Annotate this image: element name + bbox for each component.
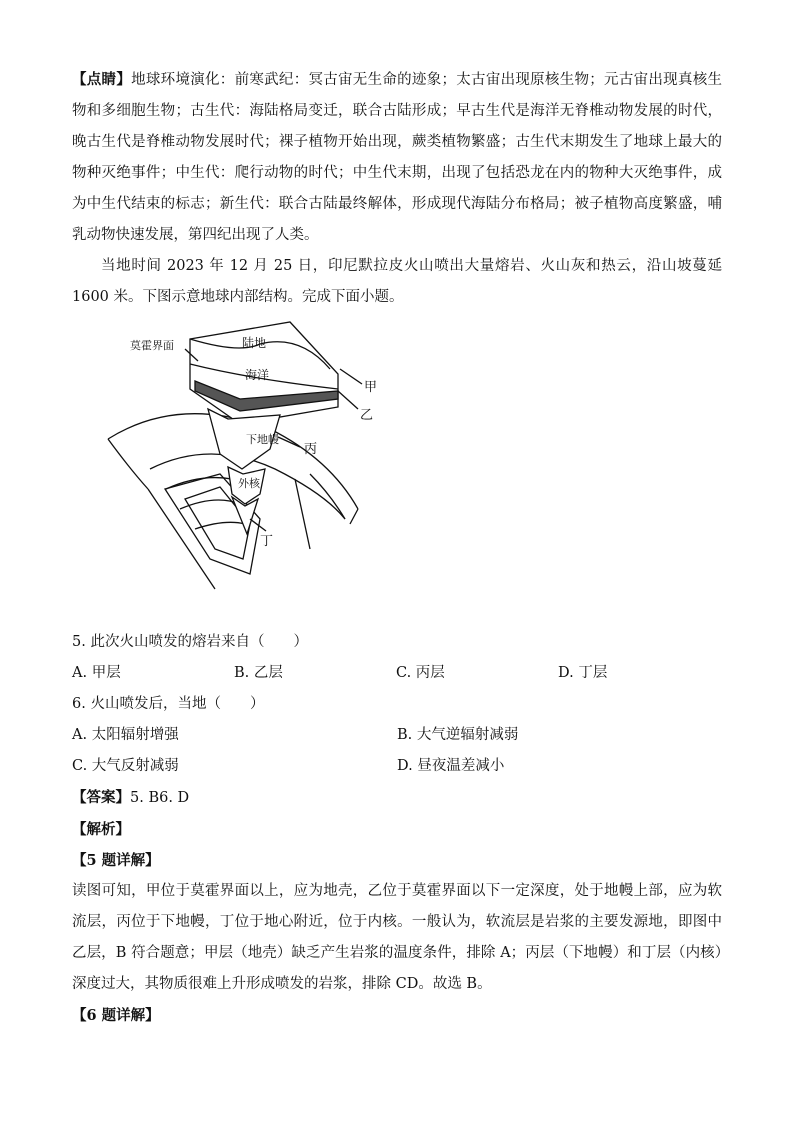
analysis-tag: 【解析】 bbox=[72, 821, 130, 838]
intro-paragraph: 当地时间 2023 年 12 月 25 日，印尼默拉皮火山喷出大量熔岩、火山灰和热云，沿山坡蔓延 1600 米。下图示意地球内部结构。完成下面小题。 bbox=[72, 258, 722, 305]
detail5-text: 读图可知，甲位于莫霍界面以上，应为地壳，乙位于莫霍界面以下一定深度，处于地幔上部，应为软流层，丙位于下地幔，丁位于地心附近，位于内核。一般认为，软流层是岩浆的主要发源地，即图中乙层，B 符合题意；甲层（地壳）缺乏产生岩浆的温度条件，排除 A；丙层（下地幔）和丁层（内核）深度过大，其物质很难上升形成喷发的岩浆，排除 CD。故选 B。 bbox=[72, 883, 722, 992]
q6-option-a: A. 太阳辐射增强 bbox=[72, 727, 179, 743]
q5-option-d: D. 丁层 bbox=[558, 665, 608, 681]
yi-label: 乙 bbox=[360, 407, 374, 422]
earth-structure-diagram bbox=[100, 319, 400, 619]
bing-label: 丙 bbox=[304, 441, 318, 456]
land-label: 陆地 bbox=[242, 336, 267, 350]
q6-options-row2 bbox=[72, 751, 722, 782]
jia-label: 甲 bbox=[364, 379, 378, 394]
outer-core-label: 外核 bbox=[238, 478, 260, 490]
dianjing-text: 地球环境演化：前寒武纪：冥古宙无生命的迹象；太古宙出现原核生物；元古宙出现真核生物和多细胞生物；古生代：海陆格局变迁，联合古陆形成；早古生代是海洋无脊椎动物发展的时代，晚古生代是脊椎动物发展时代；裸子植物开始出现，蕨类植物繁盛；古生代末期发生了地球上最大的物种灭绝事件；中生代：爬行动物的时代；中生代末期，出现了包括恐龙在内的物种大灭绝事件，成为中生代结束的标志；新生代：联合古陆最终解体，形成现代海陆分布格局；被子植物高度繁盛，哺乳动物快速发展，第四纪出现了人类。 bbox=[72, 72, 723, 243]
document-page bbox=[72, 64, 722, 1031]
dianjing-tag: 【点睛】 bbox=[72, 71, 132, 88]
earth-structure-figure bbox=[100, 319, 400, 619]
q5-options bbox=[72, 658, 722, 689]
moho-label: 莫霍界面 bbox=[130, 340, 174, 352]
answer-tag: 【答案】 bbox=[72, 789, 130, 806]
q5-stem: 5. 此次火山喷发的熔岩来自（ ） bbox=[72, 634, 308, 650]
dianjing-paragraph bbox=[72, 64, 722, 251]
detail6-tag: 【6 题详解】 bbox=[72, 1007, 160, 1024]
q5-option-a: A. 甲层 bbox=[72, 665, 121, 681]
q6-options-row1 bbox=[72, 720, 722, 751]
answer-text: 5. B6. D bbox=[130, 790, 190, 806]
detail5-tag: 【5 题详解】 bbox=[72, 852, 160, 869]
q6-option-d: D. 昼夜温差减小 bbox=[397, 758, 505, 774]
q6-option-c: C. 大气反射减弱 bbox=[72, 758, 179, 774]
ding-label: 丁 bbox=[260, 533, 274, 548]
q6-stem: 6. 火山喷发后，当地（ ） bbox=[72, 696, 265, 712]
q5-option-c: C. 丙层 bbox=[396, 665, 445, 681]
q5-option-b: B. 乙层 bbox=[234, 665, 283, 681]
answer-line bbox=[72, 782, 722, 814]
ocean-label: 海洋 bbox=[245, 368, 270, 382]
q6-option-b: B. 大气逆辐射减弱 bbox=[397, 727, 519, 743]
lower-mantle-label: 下地幔 bbox=[246, 434, 279, 446]
